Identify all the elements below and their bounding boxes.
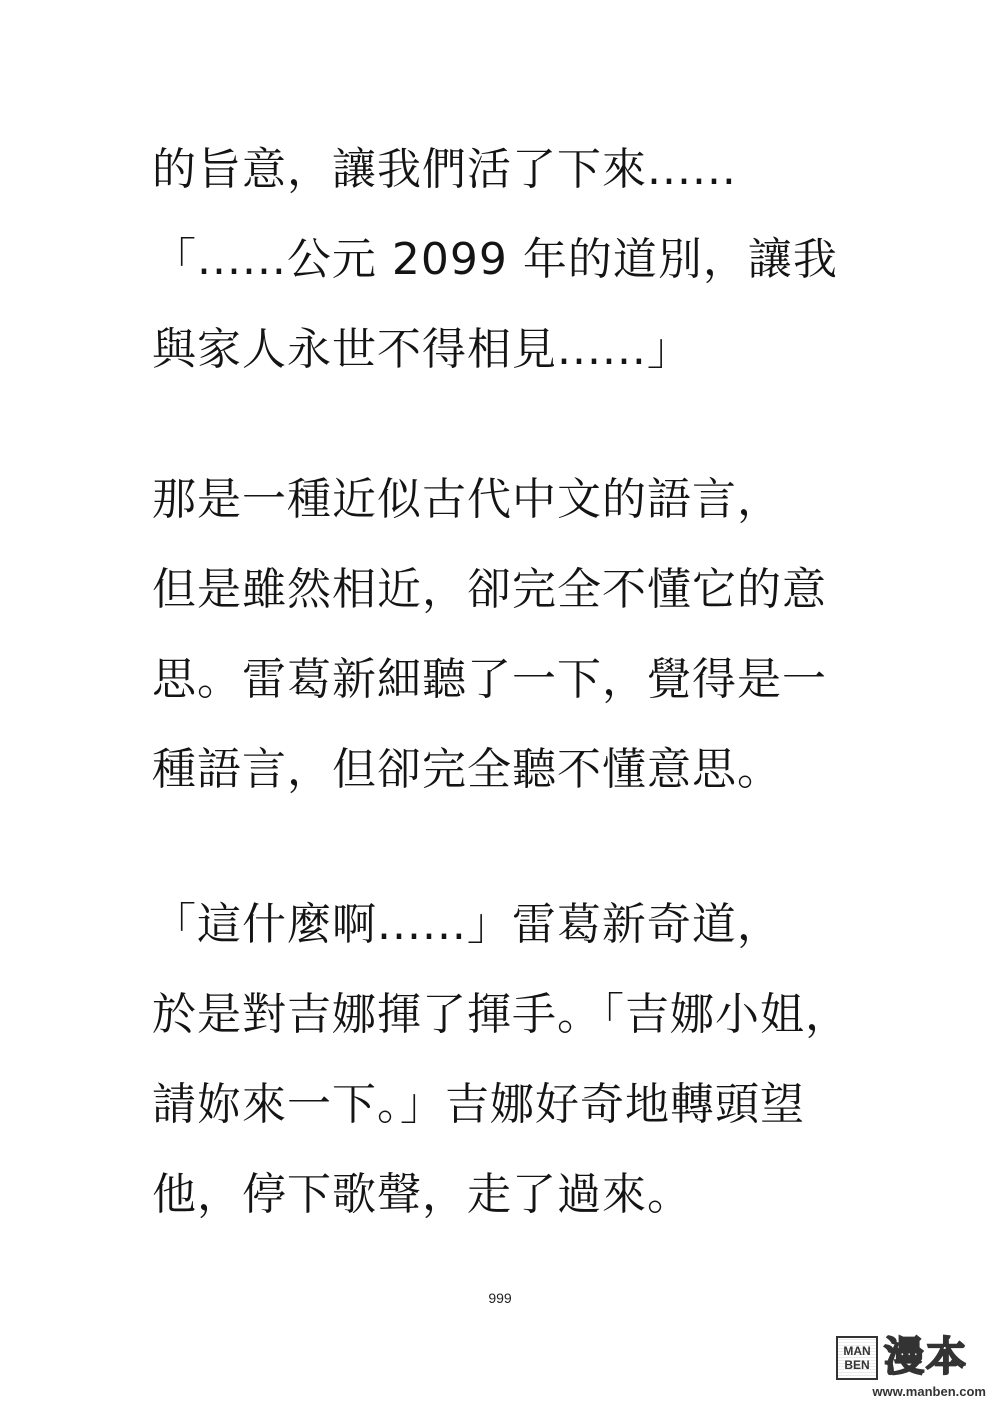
text-line-5: 但是雖然相近，卻完全不懂它的意: [152, 564, 827, 615]
text-line-2: 「......公元 2099 年的道別，讓我: [152, 234, 838, 285]
text-line-3: 與家人永世不得相見......」: [152, 324, 692, 375]
watermark-chars: 漫本: [884, 1334, 968, 1380]
text-line-4: 那是一種近似古代中文的語言，: [152, 474, 782, 525]
text-line-10: 請妳來一下。」吉娜好奇地轉頭望: [152, 1079, 805, 1130]
watermark-box-top: MAN: [843, 1344, 871, 1358]
text-line-11: 他，停下歌聲，走了過來。: [152, 1169, 692, 1220]
text-line-7: 種語言，但卻完全聽不懂意思。: [152, 744, 782, 795]
manben-watermark: [836, 1336, 986, 1404]
text-line-6: 思。雷葛新細聽了一下，覺得是一: [152, 654, 827, 705]
text-line-1: 的旨意，讓我們活了下來......: [152, 144, 737, 195]
watermark-box-bottom: BEN: [844, 1358, 870, 1372]
watermark-url: www.manben.com: [872, 1384, 986, 1399]
text-line-8: 「這什麼啊......」雷葛新奇道，: [152, 899, 782, 950]
text-line-9: 於是對吉娜揮了揮手。「吉娜小姐，: [152, 989, 850, 1040]
page-number: 999: [488, 1290, 512, 1306]
watermark-logo-box: [836, 1336, 878, 1380]
